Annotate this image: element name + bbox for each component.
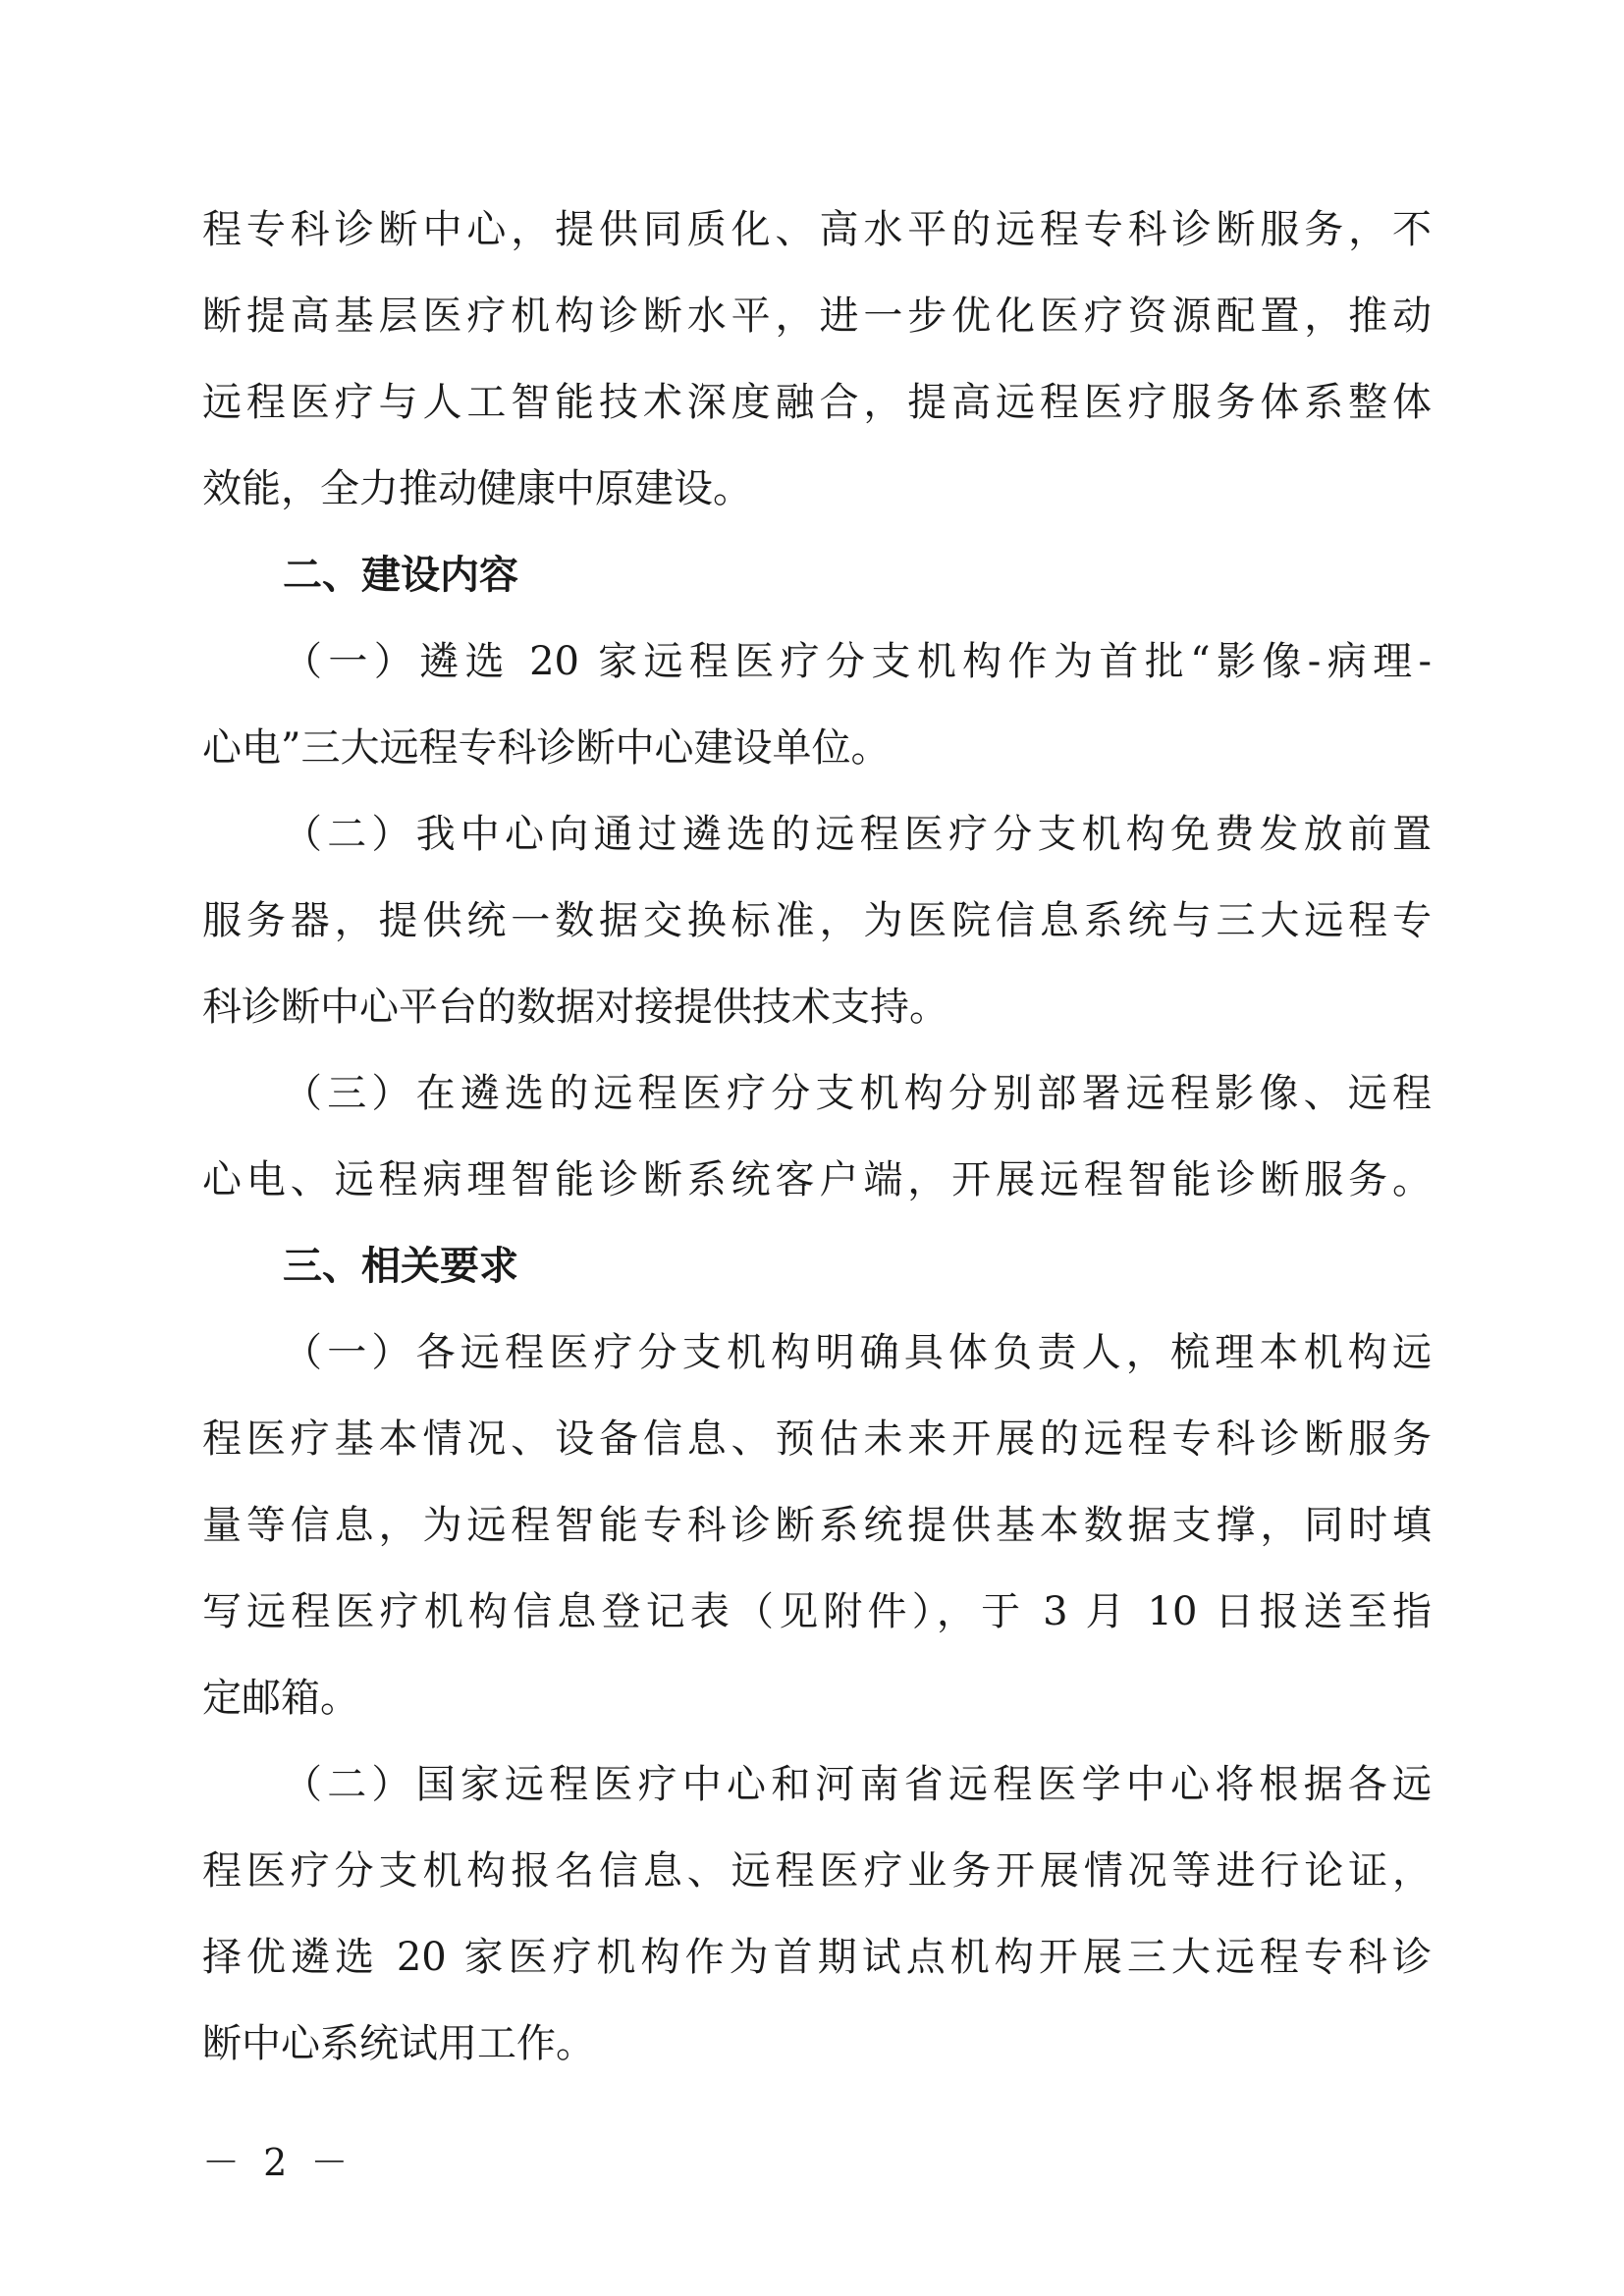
paragraph-line: 科诊断中心平台的数据对接提供技术支持。: [202, 985, 948, 1030]
paragraph-line: 心电、远程病理智能诊断系统客户端，开展远程智能诊断服务。: [202, 1157, 1432, 1202]
paragraph-line: 择优遴选 20 家医疗机构作为首期试点机构开展三大远程专科诊: [202, 1935, 1432, 1980]
paragraph-line: 定邮箱。: [202, 1676, 359, 1721]
paragraph-line: 程医疗分支机构报名信息、远程医疗业务开展情况等进行论证，: [202, 1848, 1432, 1894]
paragraph-line: （三）在遴选的远程医疗分支机构分别部署远程影像、远程: [283, 1071, 1432, 1116]
page-number: － 2 －: [202, 2141, 354, 2184]
paragraph-line: 远程医疗与人工智能技术深度融合，提高远程医疗服务体系整体: [202, 380, 1432, 425]
paragraph-line: （二）我中心向通过遴选的远程医疗分支机构免费发放前置: [283, 812, 1432, 857]
paragraph-line: 断提高基层医疗机构诊断水平，进一步优化医疗资源配置，推动: [202, 294, 1432, 339]
paragraph-line: （二）国家远程医疗中心和河南省远程医学中心将根据各远: [283, 1762, 1432, 1807]
paragraph-line: 量等信息，为远程智能专科诊断系统提供基本数据支撑，同时填: [202, 1503, 1432, 1548]
paragraph-line: 心电”三大远程专科诊断中心建设单位。: [202, 725, 891, 771]
paragraph-line: 服务器，提供统一数据交换标准，为医院信息系统与三大远程专: [202, 898, 1432, 943]
paragraph-line: 断中心系统试用工作。: [202, 2021, 595, 2066]
paragraph-line: 效能，全力推动健康中原建设。: [202, 466, 752, 511]
paragraph-line: 程医疗基本情况、设备信息、预估未来开展的远程专科诊断服务: [202, 1416, 1432, 1462]
paragraph-line: （一）各远程医疗分支机构明确具体负责人，梳理本机构远: [283, 1330, 1432, 1375]
section-heading: 二、建设内容: [283, 553, 518, 598]
paragraph-line: 写远程医疗机构信息登记表（见附件），于 3 月 10 日报送至指: [202, 1589, 1432, 1634]
paragraph-line: 程专科诊断中心，提供同质化、高水平的远程专科诊断服务，不: [202, 207, 1432, 252]
section-heading: 三、相关要求: [283, 1244, 518, 1289]
paragraph-line: （一）遴选 20 家远程医疗分支机构作为首批“影像-病理-: [283, 639, 1432, 684]
document-body: [202, 201, 1432, 2102]
